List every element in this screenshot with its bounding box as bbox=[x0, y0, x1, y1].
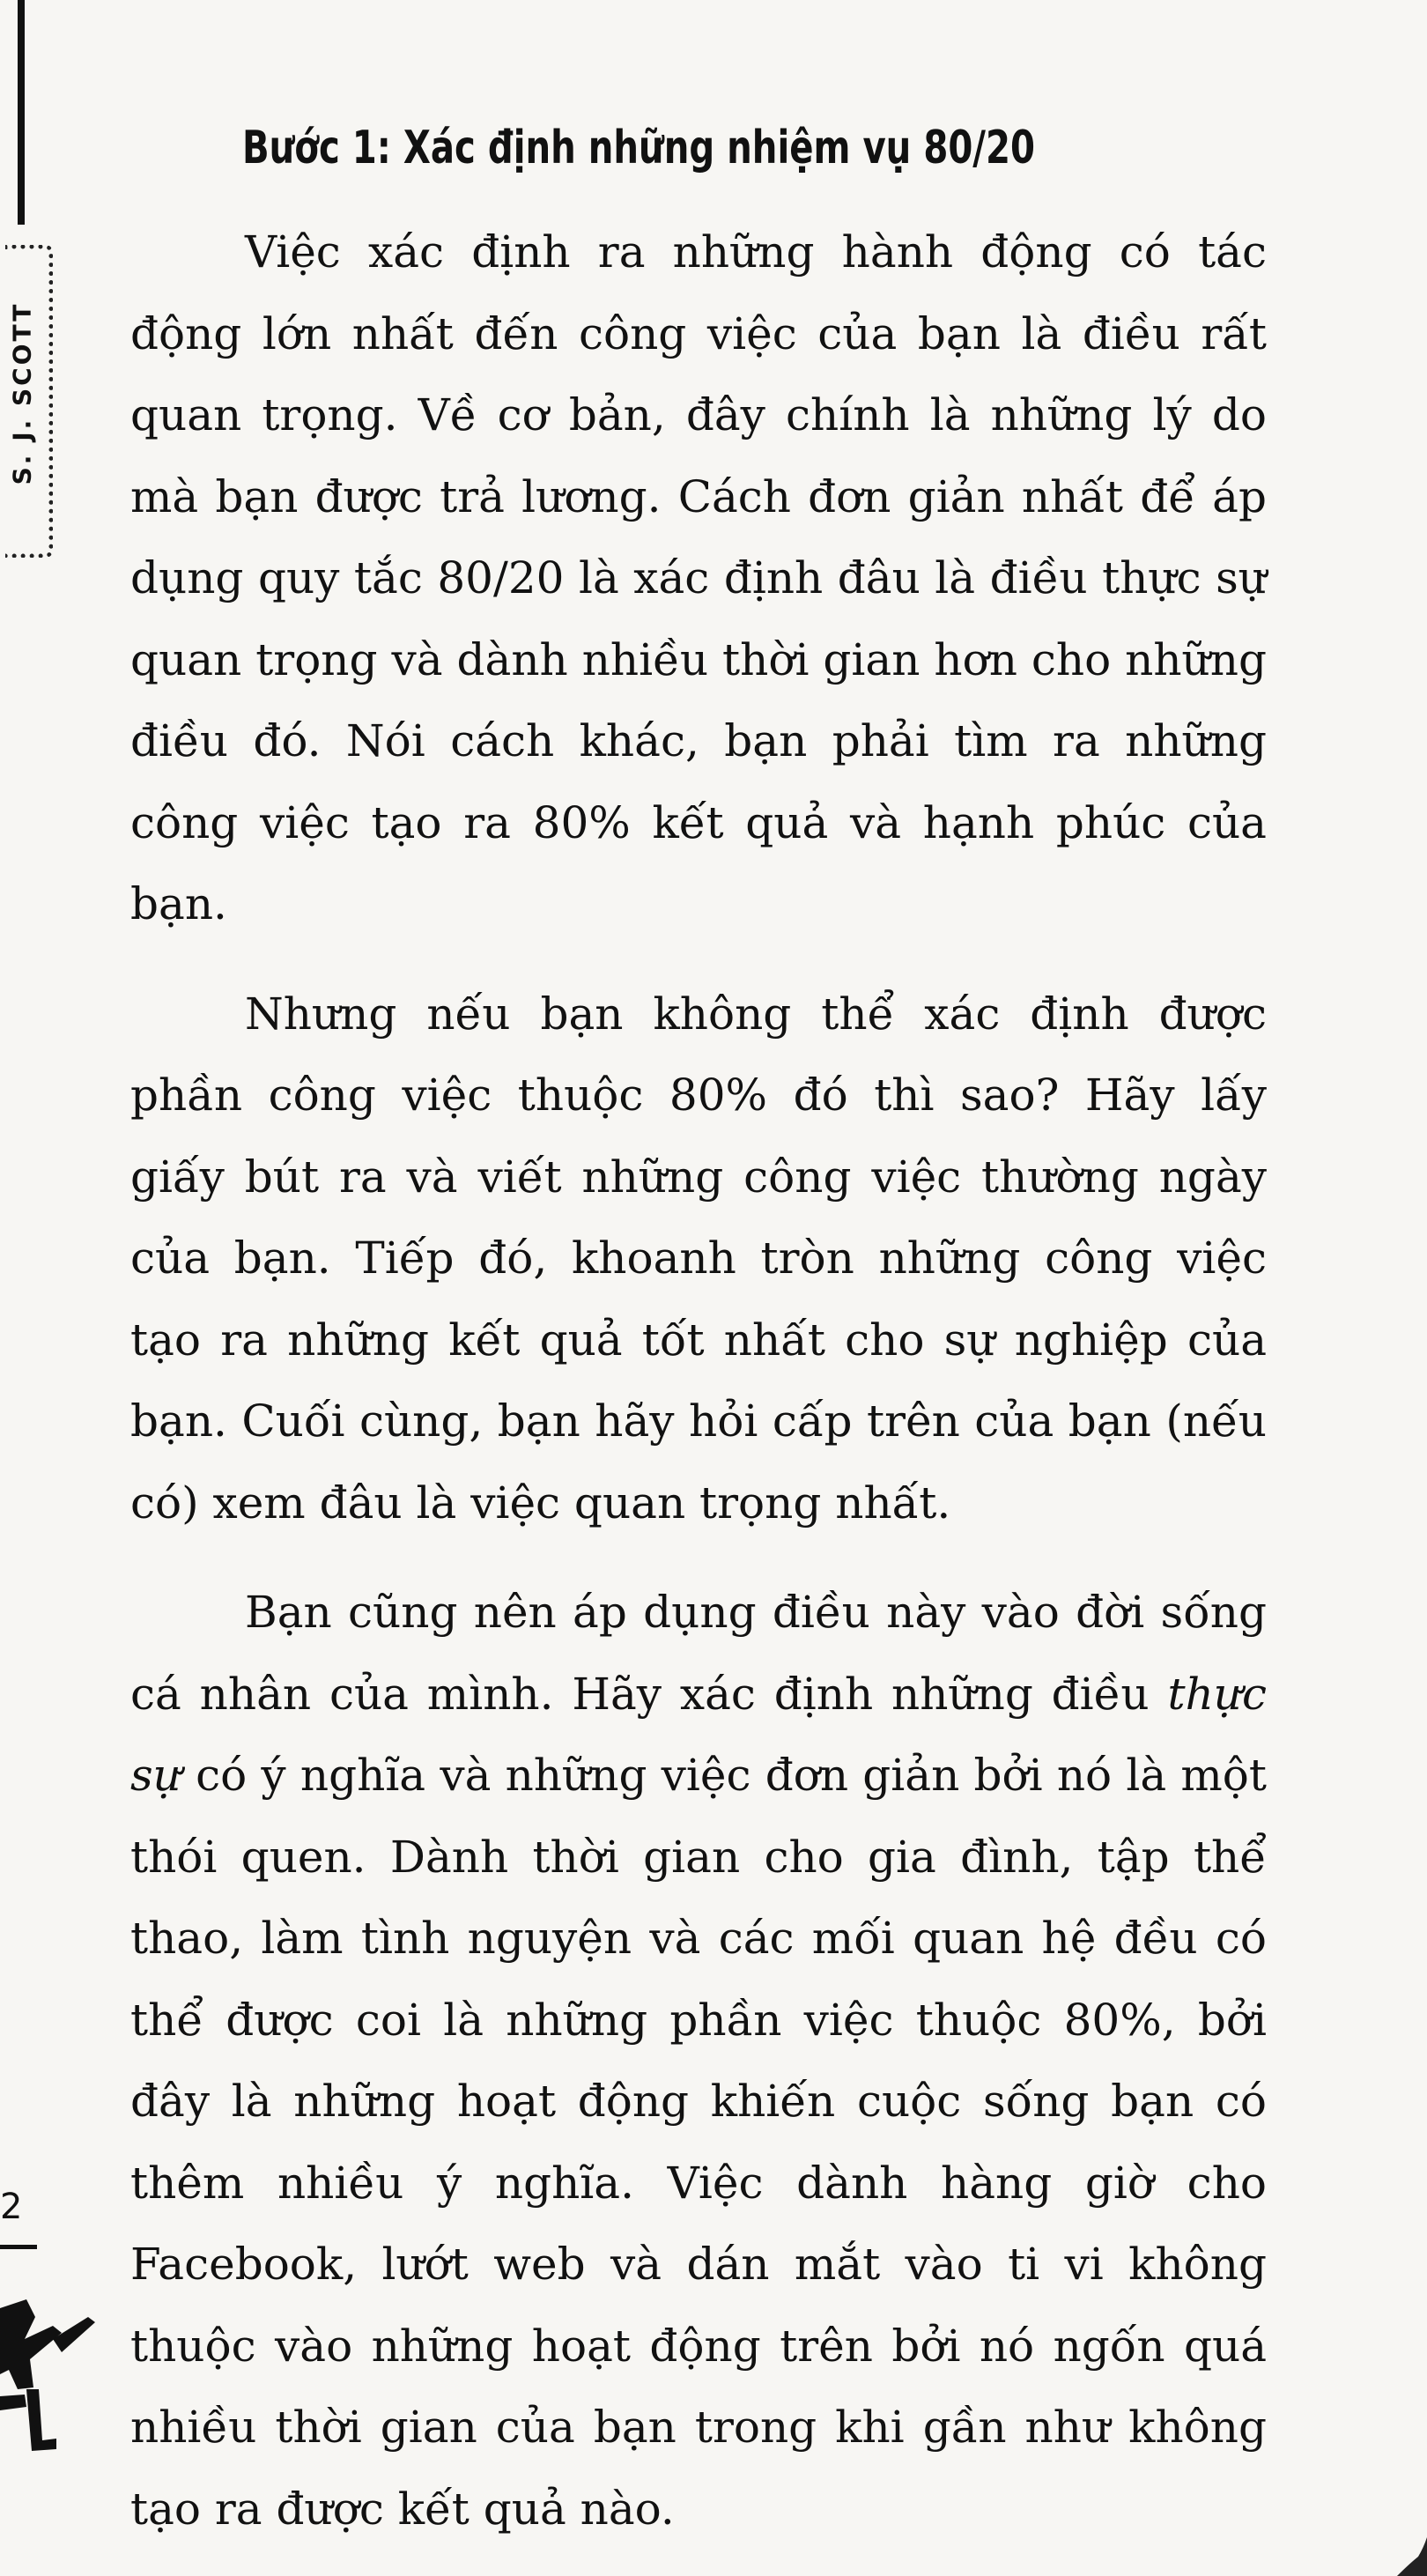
paragraph-2 bbox=[130, 973, 1267, 1544]
corner-smudge bbox=[1392, 2537, 1427, 2576]
page-edge-bar bbox=[18, 0, 25, 225]
paragraph-3-emphasis: thực sự bbox=[130, 1668, 1267, 1801]
paragraph-1-text: Việc xác định ra những hành động có tác động lớn nhất đến công việc của bạn là điều rất quan trọng. Về cơ bản, đây chính là những lý do mà bạn được trả lương. Cách đơn giản nhất để áp dụng quy tắc 80/20 là xác định đâu là điều thực sự quan trọng và dành nhiều thời gian hơn cho những điều đó. Nói cách khác, bạn phải tìm ra những công việc tạo ra 80% kết quả và hạnh phúc của bạn. bbox=[130, 226, 1267, 929]
running-head: S. J. SCOTT bbox=[7, 301, 37, 485]
paragraph-3-text-end: có ý nghĩa và những việc đơn giản bởi nó là một thói quen. Dành thời gian cho gia đình, tập thể thao, làm tình nguyện và các mối quan hệ đều có thể được coi là những phần việc thuộc 80%, bởi đây là những hoạt động khiến cuộc sống bạn có thêm nhiều ý nghĩa. Việc dành hàng giờ cho Facebook, lướt web và dán mắt vào ti vi không thuộc vào những hoạt động trên bởi nó ngốn quá nhiều thời gian của bạn trong khi gần như không tạo ra được kết quả nào. bbox=[130, 1750, 1267, 2535]
paragraph-2-text: Nhưng nếu bạn không thể xác định được phần công việc thuộc 80% đó thì sao? Hãy lấy giấy bút ra và viết những công việc thường ngày của bạn. Tiếp đó, khoanh tròn những công việc tạo ra những kết quả tốt nhất cho sự nghiệp của bạn. Cuối cùng, bạn hãy hỏi cấp trên của bạn (nếu có) xem đâu là việc quan trọng nhất. bbox=[130, 988, 1267, 1529]
page-number-rule bbox=[0, 2245, 37, 2249]
paragraph-3 bbox=[130, 1572, 1267, 2550]
paragraph-1 bbox=[130, 211, 1267, 945]
page-number: 2 bbox=[0, 2187, 23, 2227]
paragraph-3-text-start: Bạn cũng nên áp dụng điều này vào đời sống cá nhân của mình. Hãy xác định những điều bbox=[130, 1587, 1267, 1720]
section-heading: Bước 1: Xác định những nhiệm vụ 80/20 bbox=[242, 122, 1035, 174]
running-figure-icon bbox=[0, 2291, 106, 2458]
body-text bbox=[130, 211, 1267, 2550]
